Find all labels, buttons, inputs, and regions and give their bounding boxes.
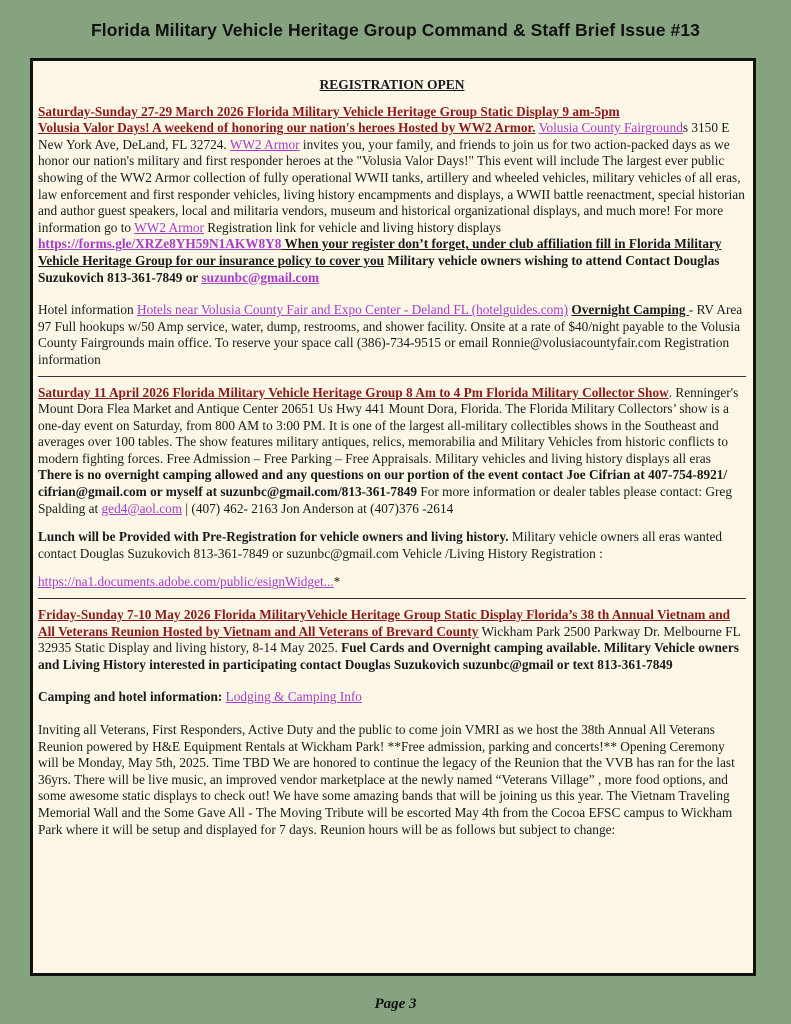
event1-hotel-block (38, 302, 746, 368)
event3-invite: Inviting all Veterans, First Responders, Active Duty and the public to come join VMRI as we host the 38th Annual All Veterans Reunion powered by H&E Equipment Rentals at Wickham Park! **Free admission, parking and concerts!** Opening Ceremony will be Monday, May 5th, 2025. Time TBD We are honored to continue the legacy of the Reunion that the VVB has ran for the last 36yrs. There will be live music, an improved vendor marketplace at the newly named “Veterans Village” , more food options, and some awesome static displays to check out! We have some amazing bands that will be joining us this year. The Vietnam Traveling Memorial Wall and the Some Gave All - The Moving Tribute will be escorted May 4th from the Cocoa EFSC campus to Wickham Park where it will be setup and displayed for 7 days. Reunion hours will be as follows but subject to change: (38, 722, 735, 837)
event3-camping-block (38, 689, 746, 706)
event1-owners-contact: Military vehicle owners wishing to attend Contact Douglas Suzukovich 813-361-7849 or (38, 252, 720, 285)
overnight-camping-label: Overnight Camping (571, 302, 689, 318)
event2-lunch-block (38, 529, 746, 562)
event1-block (38, 104, 746, 287)
contact-email-link[interactable]: suzunbc@gmail.com (201, 269, 320, 285)
event2-dealer-text: For more information or dealer tables please contact: Greg Spalding at (38, 484, 732, 516)
lunch-contact: Military vehicle owners all eras wanted contact Douglas Suzukovich 813-361-7849 or suzunbc@gmail.com Vehicle /Living History Registration : (38, 529, 722, 561)
event3-fuel-note: Fuel Cards and Overnight camping available. Military Vehicle owners and Living History interested in participating contact Douglas Suzukovich suzunbc@gmail or text 813-361-7849 (38, 640, 739, 672)
dealer-email-link[interactable]: ged4@aol.com (101, 500, 183, 516)
event1-subheading: Volusia Valor Days! A weekend of honoring our nation's heroes Hosted by WW2 Armor. (38, 120, 536, 136)
hotel-info-label: Hotel information (38, 302, 137, 318)
page-number: Page 3 (374, 996, 417, 1012)
event1-body: invites you, your family, and friends to join us for two action-packed days as we honor our nation's military and first responder heroes at the "Volusia Valor Days!" This event will include The largest ever public showing of the WW2 Armor collection of fully operational WWII tanks, artillery and wheeled vehicles, military vehicles of all eras, law enforcement and first responder vehicles, living history encampments and displays, a WWII battle reenactment, special historian and author guest speakers, local and militaria vendors, museum and historical organizational displays, and much more! For more information go to (38, 136, 745, 235)
ww2-armor-link-1[interactable]: WW2 Armor (229, 136, 300, 152)
camping-hotel-label: Camping and hotel information: (38, 689, 226, 705)
event3-heading: Friday-Sunday 7-10 May 2026 Florida MilitaryVehicle Heritage Group Static Display Florida’s 38 th Annual Vietnam and All Veterans Reunion Hosted by Vietnam and All Veterans of Brevard County (38, 607, 731, 639)
event2-body: . Renninger's Mount Dora Flea Market and Antique Center 20651 Us Hwy 441 Mount Dora, Florida. The Florida Military Collectors’ show is a one-day event on Saturday, from 800 AM to 3:00 PM. It is one of the largest all-military collectibles shows in the Southeast and averages over 100 tables. The show features military antiques, relics, memorabilia and Military Vehicles from historic conflicts to modern fighting forces. Free Admission – Free Parking – Free Appraisals. Military vehicles and living history displays all eras (38, 384, 739, 466)
event2-block (38, 385, 746, 518)
lunch-note: Lunch will be Provided with Pre-Registration for vehicle owners and living history. (38, 529, 509, 545)
event3-venue: Wickham Park 2500 Parkway Dr. Melbourne FL 32935 Static Display and living history, 8-14 May 2025. (38, 623, 741, 656)
section-title: REGISTRATION OPEN (319, 77, 465, 92)
event1-venue-text: s 3150 E New York Ave, DeLand, FL 32724. (38, 120, 730, 152)
adobe-esign-link[interactable]: https://na1.documents.adobe.com/public/esignWidget... (38, 574, 334, 590)
event1-heading: Saturday-Sunday 27-29 March 2026 Florida Military Vehicle Heritage Group Static Display 9 am-5pm (38, 103, 620, 119)
divider (38, 376, 746, 377)
registration-form-link[interactable]: https://forms.gle/XRZe8YH59N1AKW8Y8 (38, 236, 282, 252)
newsletter-title: Florida Military Vehicle Heritage Group Command & Staff Brief Issue #13 (90, 20, 701, 40)
event2-camping-note: There is no overnight camping allowed and any questions on our portion of the event contact Joe Cifrian at 407-754-8921/ cifrian@gmail.com or myself at suzunbc@gmail.com/813-361-7849 (38, 467, 728, 500)
lodging-camping-link[interactable]: Lodging & Camping Info (225, 689, 362, 705)
adobe-link-block (38, 574, 746, 591)
event2-heading: Saturday 11 April 2026 Florida Military Vehicle Heritage Group 8 Am to 4 Pm Florida Military Collector Show (38, 384, 669, 400)
adobe-link-suffix: * (333, 574, 341, 590)
event2-dealer-phones: | (407) 462- 2163 Jon Anderson at (407)376 -2614 (182, 500, 454, 516)
volusia-fairgrounds-link[interactable]: Volusia County Fairground (538, 120, 683, 136)
ww2-armor-link-2[interactable]: WW2 Armor (134, 219, 204, 235)
content-frame (30, 58, 756, 976)
overnight-camping-text: - RV Area 97 Full hookups w/50 Amp service, water, dump, restrooms, and shower facility. Onsite at a rate of $40/night payable to the Volusia County Fairgrounds main office. To reserve your space call (386)-734-9515 or email Ronnie@volusiacountyfair.com Registration information (38, 302, 743, 367)
content-body (38, 77, 746, 838)
hotel-info-link[interactable]: Hotels near Volusia County Fair and Expo Center - Deland FL (hotelguides.com) (136, 302, 569, 318)
divider (38, 598, 746, 599)
event3-block (38, 607, 746, 673)
event1-registration-text: Registration link for vehicle and living history displays (203, 219, 501, 235)
event1-affiliation-note: When your register don’t forget, under club affiliation fill in Florida Military Vehicle Heritage Group for our insurance policy to cover you (38, 236, 722, 268)
